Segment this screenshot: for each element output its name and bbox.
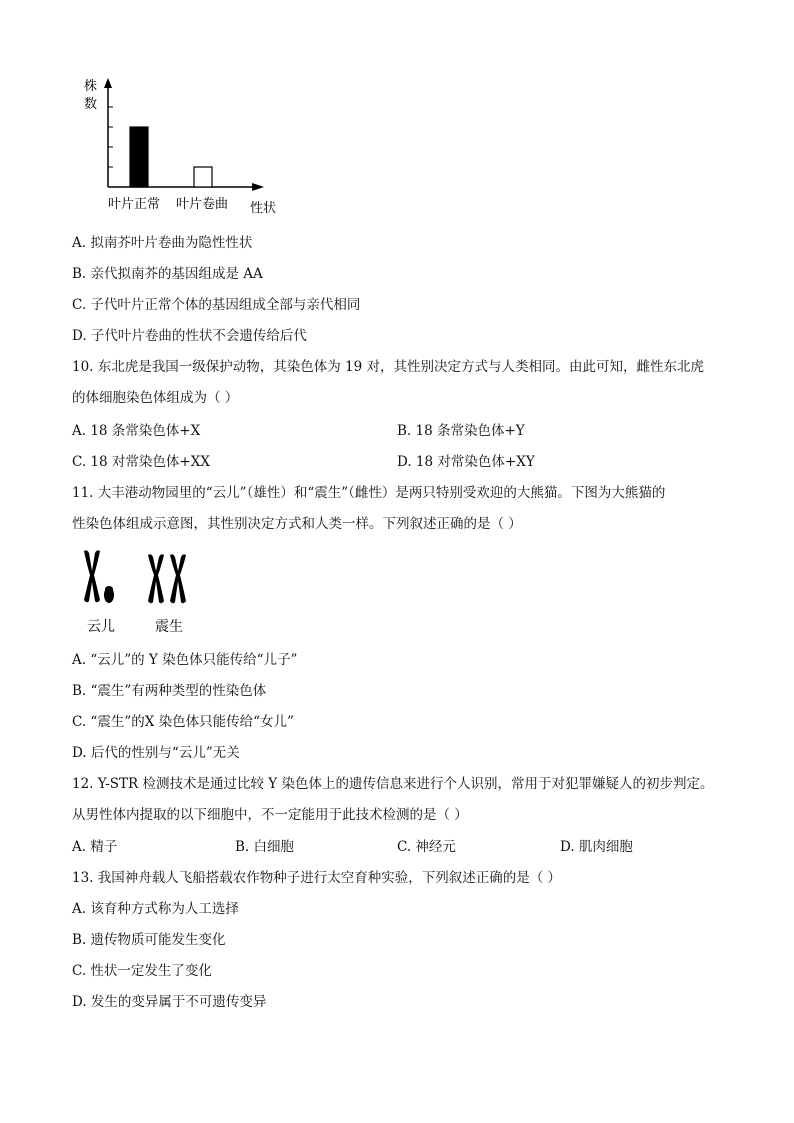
x-chromosome-zhensheng-2 <box>170 554 186 603</box>
q11-option-c: C. “震生”的X 染色体只能传给“女儿” <box>72 714 294 730</box>
q10-option-b: B. 18 条常染色体+Y <box>397 423 525 439</box>
q13-option-d: D. 发生的变异属于不可遗传变异 <box>72 994 267 1010</box>
y-axis-arrow <box>104 78 112 88</box>
q13-option-a: A. 该育种方式称为人工选择 <box>72 901 239 917</box>
q13-stem: 13. 我国神舟载人飞船搭载农作物种子进行太空育种实验，下列叙述正确的是（ ） <box>72 870 562 886</box>
x-chromosome-zhensheng-1 <box>148 554 164 603</box>
trait-bar-chart <box>70 70 280 220</box>
q10-stem-1: 10. 东北虎是我国一级保护动物，其染色体为 19 对，其性别决定方式与人类相同。由此可知，雌性东北虎 <box>72 359 705 375</box>
bar-normal <box>130 127 148 187</box>
q11-option-b: B. “震生”有两种类型的性染色体 <box>72 683 267 699</box>
label-zhensheng: 震生 <box>155 619 183 635</box>
chromosome-figure <box>75 545 205 640</box>
bar-curled <box>194 167 212 187</box>
y-axis-label: 株 <box>84 79 98 94</box>
x-tick-label-curled: 叶片卷曲 <box>176 197 229 212</box>
q12-option-c: C. 神经元 <box>397 839 456 855</box>
q11-stem-2: 性染色体组成示意图，其性别决定方式和人类一样。下列叙述正确的是（ ） <box>72 516 522 532</box>
q9-option-d: D. 子代叶片卷曲的性状不会遗传给后代 <box>72 328 307 344</box>
q9-option-c: C. 子代叶片正常个体的基因组成全部与亲代相同 <box>72 297 361 313</box>
y-chromosome-yuner <box>104 586 114 603</box>
q11-option-d: D. 后代的性别与“云儿”无关 <box>72 745 240 761</box>
q9-option-b: B. 亲代拟南芥的基因组成是 AA <box>72 266 263 282</box>
q12-option-a: A. 精子 <box>72 839 118 855</box>
q10-option-a: A. 18 条常染色体+X <box>72 423 201 439</box>
q10-option-d: D. 18 对常染色体+XY <box>397 454 535 470</box>
label-yuner: 云儿 <box>87 619 115 635</box>
q12-option-b: B. 白细胞 <box>235 839 295 855</box>
q11-option-a: A. “云儿”的 Y 染色体只能传给“儿子” <box>72 652 298 668</box>
x-tick-label-normal: 叶片正常 <box>108 197 161 212</box>
q13-option-c: C. 性状一定发生了变化 <box>72 963 212 979</box>
q12-option-d: D. 肌肉细胞 <box>560 839 633 855</box>
x-chromosome-yuner <box>84 550 100 602</box>
q12-stem-1: 12. Y-STR 检测技术是通过比较 Y 染色体上的遗传信息来进行个人识别，常用于对犯罪嫌疑人的初步判定。 <box>72 776 714 792</box>
x-axis-label: 性状 <box>250 201 277 216</box>
x-axis-arrow <box>252 183 264 191</box>
y-axis-label-2: 数 <box>84 97 98 112</box>
q13-option-b: B. 遗传物质可能发生变化 <box>72 932 226 948</box>
q9-option-a: A. 拟南芥叶片卷曲为隐性性状 <box>72 235 253 251</box>
q10-stem-2: 的体细胞染色体组成为（ ） <box>72 390 239 406</box>
q10-option-c: C. 18 对常染色体+XX <box>72 454 210 470</box>
q11-stem-1: 11. 大丰港动物园里的“云儿”（雄性）和“震生”（雌性）是两只特别受欢迎的大熊猫。下图为大熊猫的 <box>72 485 666 501</box>
q12-stem-2: 从男性体内提取的以下细胞中，不一定能用于此技术检测的是（ ） <box>72 807 468 823</box>
